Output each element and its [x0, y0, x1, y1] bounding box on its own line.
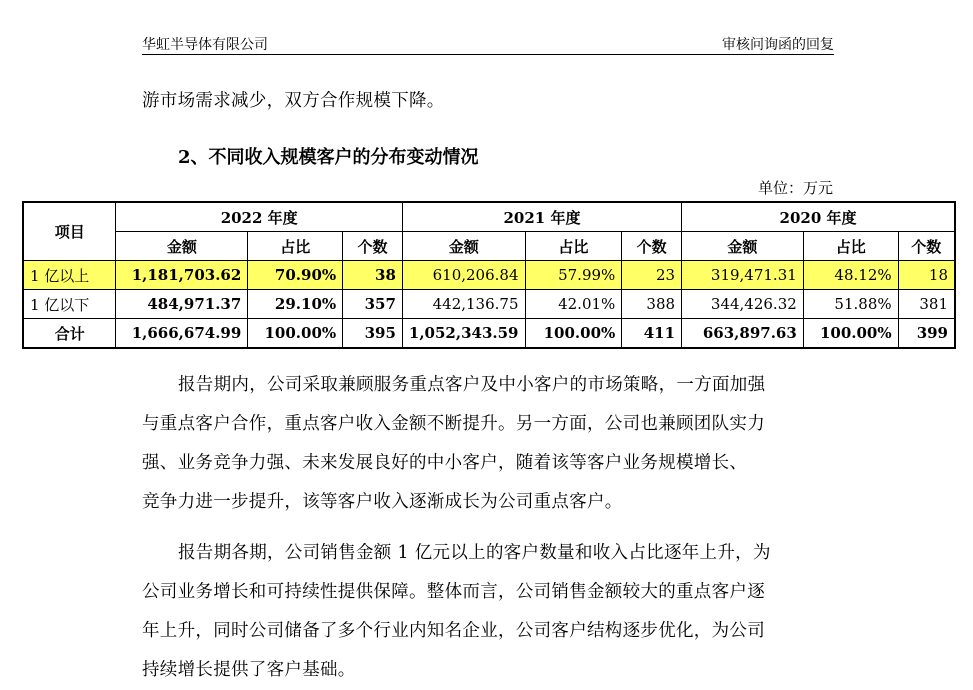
unit-label: 单位：万元 — [757, 179, 833, 197]
year-header-2021: 2021 年度 — [402, 202, 681, 232]
cell-ratio: 48.12% — [803, 261, 898, 290]
paragraph-line: 持续增长提供了客户基础。 — [142, 660, 356, 680]
cell-amount: 1,666,674.99 — [116, 319, 248, 349]
sub-header-count: 个数 — [622, 232, 682, 261]
cell-amount: 1,181,703.62 — [116, 261, 248, 290]
paragraph-line: 年上升，同时公司储备了多个行业内知名企业，公司客户结构逐步优化，为公司 — [142, 621, 765, 641]
intro-line: 游市场需求减少，双方合作规模下降。 — [142, 91, 445, 111]
cell-amount: 663,897.63 — [682, 319, 804, 349]
table-row-total — [23, 319, 955, 349]
sub-header-count: 个数 — [343, 232, 403, 261]
cell-ratio: 100.00% — [525, 319, 622, 349]
cell-amount: 319,471.31 — [682, 261, 804, 290]
paragraph-line: 与重点客户合作，重点客户收入金额不断提升。另一方面，公司也兼顾团队实力 — [142, 414, 765, 434]
cell-amount: 1,052,343.59 — [402, 319, 525, 349]
cell-amount: 484,971.37 — [116, 290, 248, 319]
table-row-above-100m — [23, 261, 955, 290]
cell-count: 23 — [622, 261, 682, 290]
cell-count: 381 — [898, 290, 955, 319]
sub-header-amount: 金额 — [116, 232, 248, 261]
cell-ratio: 51.88% — [803, 290, 898, 319]
cell-count: 357 — [343, 290, 403, 319]
page-header — [142, 30, 834, 55]
customer-distribution-table — [22, 201, 956, 349]
sub-header-row — [23, 232, 955, 261]
cell-amount: 344,426.32 — [682, 290, 804, 319]
paragraph-line: 报告期各期，公司销售金额 1 亿元以上的客户数量和收入占比逐年上升，为 — [178, 543, 771, 563]
cell-amount: 442,136.75 — [402, 290, 525, 319]
sub-header-amount: 金额 — [682, 232, 804, 261]
paragraph-line: 公司业务增长和可持续性提供保障。整体而言，公司销售金额较大的重点客户逐 — [142, 582, 765, 602]
paragraph-line: 报告期内，公司采取兼顾服务重点客户及中小客户的市场策略，一方面加强 — [178, 375, 766, 395]
section-heading: 2、不同收入规模客户的分布变动情况 — [178, 147, 479, 168]
cell-ratio: 100.00% — [803, 319, 898, 349]
cell-count: 38 — [343, 261, 403, 290]
company-name: 华虹半导体有限公司 — [142, 37, 268, 53]
item-header: 项目 — [23, 202, 116, 261]
cell-ratio: 29.10% — [248, 290, 343, 319]
sub-header-ratio: 占比 — [525, 232, 622, 261]
cell-count: 18 — [898, 261, 955, 290]
cell-count: 411 — [622, 319, 682, 349]
cell-count: 399 — [898, 319, 955, 349]
paragraph-line: 竞争力进一步提升，该等客户收入逐渐成长为公司重点客户。 — [142, 492, 623, 512]
year-header-2020: 2020 年度 — [682, 202, 955, 232]
paragraph-line: 强、业务竞争力强、未来发展良好的中小客户，随着该等客户业务规模增长、 — [142, 453, 748, 473]
cell-amount: 610,206.84 — [402, 261, 525, 290]
cell-ratio: 100.00% — [248, 319, 343, 349]
cell-ratio: 42.01% — [525, 290, 622, 319]
cell-count: 388 — [622, 290, 682, 319]
document-type: 审核问询函的回复 — [722, 37, 834, 53]
row-label: 1 亿以下 — [23, 290, 116, 319]
cell-ratio: 70.90% — [248, 261, 343, 290]
sub-header-count: 个数 — [898, 232, 955, 261]
sub-header-amount: 金额 — [402, 232, 525, 261]
year-header-2022: 2022 年度 — [116, 202, 402, 232]
row-label: 1 亿以上 — [23, 261, 116, 290]
sub-header-ratio: 占比 — [248, 232, 343, 261]
row-label: 合计 — [23, 319, 116, 349]
sub-header-ratio: 占比 — [803, 232, 898, 261]
table-row-below-100m — [23, 290, 955, 319]
year-header-row — [23, 202, 955, 232]
cell-ratio: 57.99% — [525, 261, 622, 290]
cell-count: 395 — [343, 319, 403, 349]
